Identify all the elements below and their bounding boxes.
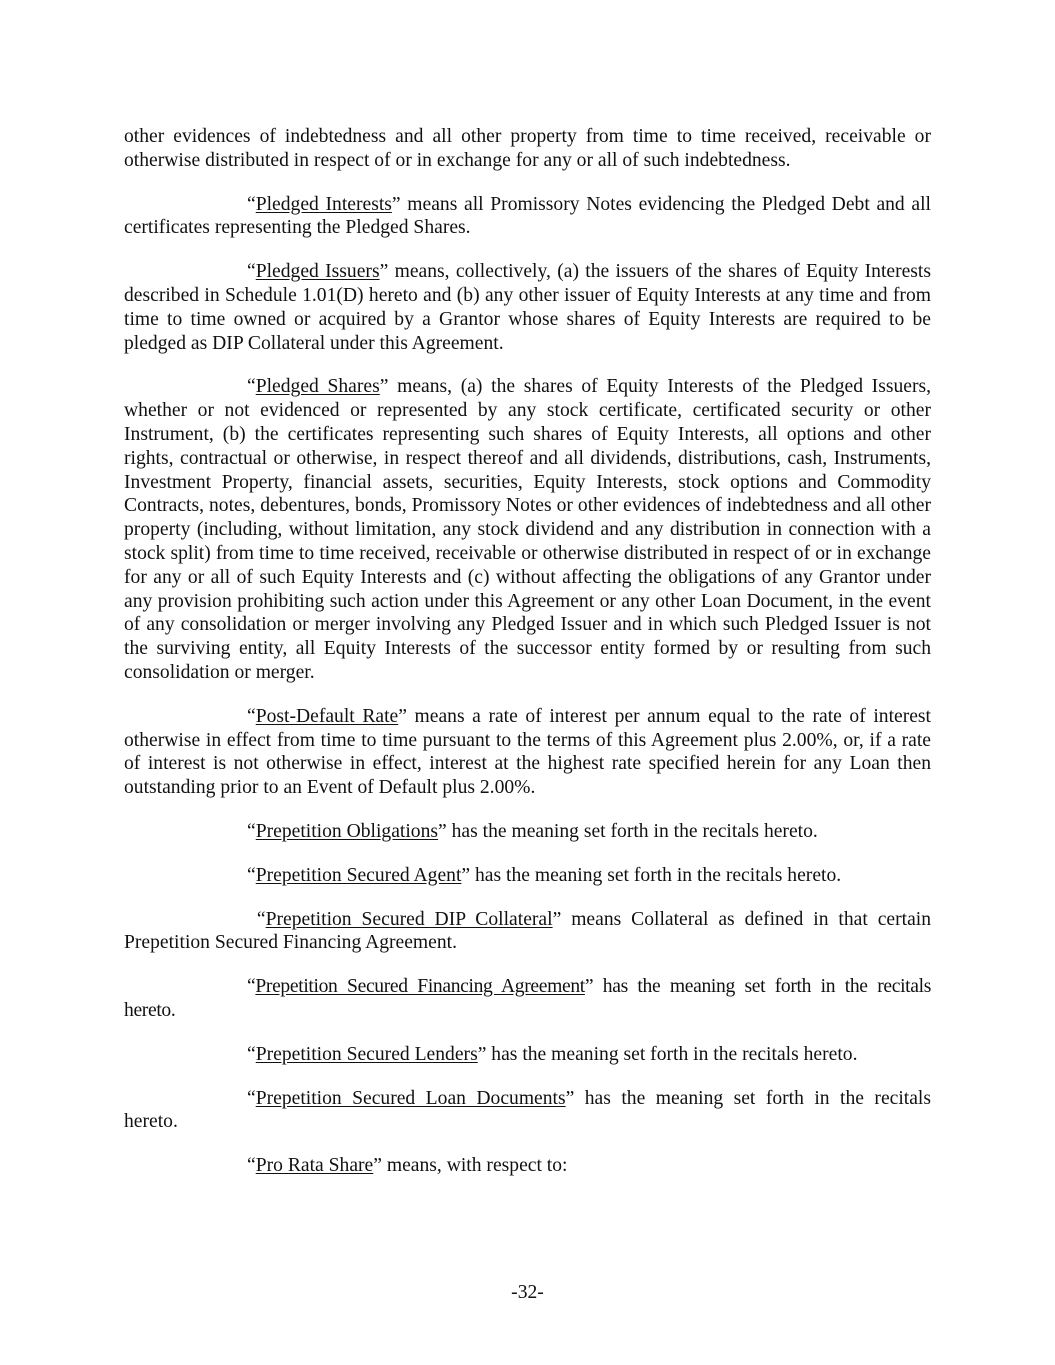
definition-pro-rata-share: “Pro Rata Share” means, with respect to: xyxy=(247,1155,568,1177)
page-number: -32- xyxy=(511,1282,544,1303)
definition-pledged-interests: “Pledged Interests” means all Promissory Notes evidencing the Pledged Debt and all certificates representing the Pledged Shares. xyxy=(124,193,931,239)
definition-text: ” has the meaning set forth in the recitals hereto. xyxy=(461,864,842,886)
definition-prepetition-secured-financing-agreement: “Prepetition Secured Financing Agreement” has the meaning set forth in the recitals hereto. xyxy=(124,976,931,1021)
defined-term: Prepetition Secured Lenders xyxy=(255,1043,478,1065)
definition-prepetition-secured-loan-documents: “Prepetition Secured Loan Documents” has the meaning set forth in the recitals hereto. xyxy=(124,1087,931,1133)
definition-text: ” means a rate of interest per annum equal to the rate of interest otherwise in effect from time to time pursuant to the terms of this Agreement plus 2.00%, or, if a rate of interest is not otherwise in effect, interest at the highest rate specified herein for any Loan then outstanding prior to an Event of Default plus 2.00%. xyxy=(124,705,931,799)
definition-text: ” means, with respect to: xyxy=(373,1155,568,1177)
defined-term: Pledged Interests xyxy=(255,193,392,215)
definition-text: ” means, collectively, (a) the issuers of the shares of Equity Interests described in Schedule 1.01(D) hereto and (b) any other issuer of Equity Interests at any time and from time to time owned or acquired by a Grantor whose shares of Equity Interests are required to be pledged as DIP Collateral under this Agreement. xyxy=(124,261,931,354)
paragraph-continuation xyxy=(124,125,931,173)
definition-prepetition-secured-dip-collateral: “Prepetition Secured DIP Collateral” means Collateral as defined in that certain Prepetition Secured Financing Agreement. xyxy=(124,908,931,954)
definition-pledged-shares: “Pledged Shares” means, (a) the shares of Equity Interests of the Pledged Issuers, whether or not evidenced or represented by any stock certificate, certificated security or other Instrument, (b) the certificates representing such shares of Equity Interests, all options and other rights, contractual or otherwise, in respect thereof and all dividends, distributions, cash, Instruments, Investment Property, financial assets, securities, Equity Interests, stock options and Commodity Contracts, notes, debentures, bonds, Promissory Notes or other evidences of indebtedness and all other property (including, without limitation, any stock dividend and any distribution in connection with a stock split) from time to time received, receivable or otherwise distributed in respect of or in exchange for any or all of such Equity Interests and (c) without affecting the obligations of any Grantor under any provision prohibiting such action under this Agreement or any other Loan Document, in the event of any consolidation or merger involving any Pledged Issuer and in which such Pledged Issuer is not the surviving entity, all Equity Interests of the successor entity formed by or resulting from such consolidation or merger. xyxy=(124,376,931,683)
definition-text: ” has the meaning set forth in the recitals hereto. xyxy=(477,1043,858,1065)
definition-post-default-rate: “Post-Default Rate” means a rate of interest per annum equal to the rate of interest otherwise in effect from time to time pursuant to the terms of this Agreement plus 2.00%, or, if a rate of interest is not otherwise in effect, interest at the highest rate specified herein for any Loan then outstanding prior to an Event of Default plus 2.00%. xyxy=(124,705,931,799)
definition-text: ” has the meaning set forth in the recitals hereto. xyxy=(438,820,818,842)
document-body xyxy=(124,125,931,1198)
defined-term: Prepetition Obligations xyxy=(255,820,439,842)
definition-text: ” means, (a) the shares of Equity Interests of the Pledged Issuers, whether or not evidenced or represented by any stock certificate, certificated security or other Instrument, (b) the certificates representing such shares of Equity Interests, all options and other rights, contractual or otherwise, in respect thereof and all dividends, distributions, cash, Instruments, Investment Property, financial assets, securities, Equity Interests, stock options and Commodity Contracts, notes, debentures, bonds, Promissory Notes or other evidences of indebtedness and all other property (including, without limitation, any stock dividend and any distribution in connection with a stock split) from time to time received, receivable or otherwise distributed in respect of or in exchange for any or all of such Equity Interests and (c) without affecting the obligations of any Grantor under any provision prohibiting such action under this Agreement or any other Loan Document, in the event of any consolidation or merger involving any Pledged Issuer and in which such Pledged Issuer is not the surviving entity, all Equity Interests of the successor entity formed by or resulting from such consolidation or merger. xyxy=(124,376,931,683)
defined-term: Post-Default Rate xyxy=(255,705,399,727)
definition-text: ” has the meaning set forth in the recitals hereto. xyxy=(124,976,931,1021)
definition-pledged-issuers: “Pledged Issuers” means, collectively, (a) the issuers of the shares of Equity Interests described in Schedule 1.01(D) hereto and (b) any other issuer of Equity Interests at any time and from time to time owned or acquired by a Grantor whose shares of Equity Interests are required to be pledged as DIP Collateral under this Agreement. xyxy=(124,261,931,354)
definition-prepetition-obligations: “Prepetition Obligations” has the meaning set forth in the recitals hereto. xyxy=(247,820,818,842)
defined-term: Prepetition Secured Agent xyxy=(255,864,462,886)
defined-term: Pro Rata Share xyxy=(255,1155,374,1177)
defined-term: Prepetition Secured DIP Collateral xyxy=(265,908,553,930)
defined-term: Pledged Shares xyxy=(255,376,380,398)
defined-term: Pledged Issuers xyxy=(255,261,380,283)
definition-prepetition-secured-agent: “Prepetition Secured Agent” has the meaning set forth in the recitals hereto. xyxy=(247,864,842,886)
defined-term: Prepetition Secured Financing Agreement xyxy=(255,976,585,998)
defined-term: Prepetition Secured Loan Documents xyxy=(255,1087,566,1109)
definition-text: ” means all Promissory Notes evidencing the Pledged Debt and all certificates representing the Pledged Shares. xyxy=(124,193,931,239)
definition-text: ” has the meaning set forth in the recitals hereto. xyxy=(124,1087,931,1133)
definition-prepetition-secured-lenders: “Prepetition Secured Lenders” has the meaning set forth in the recitals hereto. xyxy=(247,1043,858,1065)
definition-text: ” means Collateral as defined in that certain Prepetition Secured Financing Agreement. xyxy=(124,908,931,954)
paragraph-text: other evidences of indebtedness and all other property from time to time received, receivable or otherwise distributed in respect of or in exchange for any or all of such indebtedness. xyxy=(124,126,931,171)
